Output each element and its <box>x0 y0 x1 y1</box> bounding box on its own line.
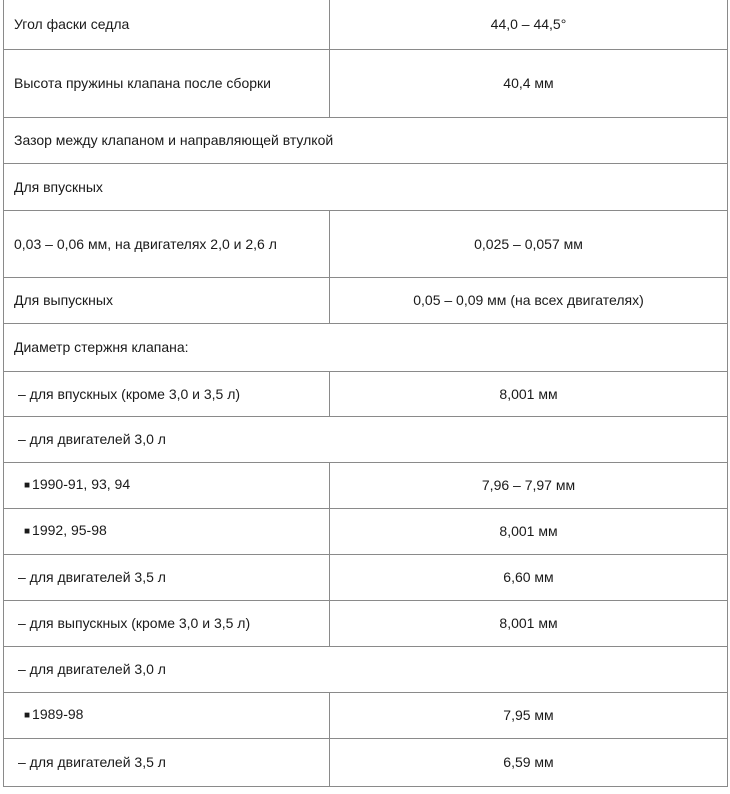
exhaust-stem-value: 8,001 мм <box>330 601 728 647</box>
spring-height-value: 40,4 мм <box>330 50 728 118</box>
table-row <box>4 0 728 50</box>
exhaust-clearance-value: 0,05 – 0,09 мм (на всех двигателях) <box>330 278 728 324</box>
bullet-icon: ■ <box>24 526 31 537</box>
table-row <box>4 164 728 211</box>
intake-3-5-label: – для двигателей 3,5 л <box>18 569 166 585</box>
table-row <box>4 417 728 463</box>
intake-3-0-years-a-label: 1990-91, 93, 94 <box>32 476 131 492</box>
table-row <box>4 555 728 601</box>
table-row <box>4 647 728 693</box>
spring-height-label: Высота пружины клапана после сборки <box>4 50 330 118</box>
exhaust-3-5-label: – для двигателей 3,5 л <box>18 754 166 770</box>
intake-3-5-value: 6,60 мм <box>330 555 728 601</box>
table-row <box>4 278 728 324</box>
table-row <box>4 118 728 164</box>
stem-diameter-header: Диаметр стержня клапана: <box>4 324 728 372</box>
bullet-icon: ■ <box>24 710 31 721</box>
intake-3-0-years-b-label: 1992, 95-98 <box>32 522 107 538</box>
table-row <box>4 372 728 417</box>
intake-3-0-years-b-value: 8,001 мм <box>330 509 728 555</box>
seat-chamfer-angle-label: Угол фаски седла <box>4 0 330 50</box>
valve-spec-table <box>3 0 728 787</box>
table-row <box>4 211 728 278</box>
bullet-icon: ■ <box>24 480 31 491</box>
table-row <box>4 601 728 647</box>
seat-chamfer-angle-value: 44,0 – 44,5° <box>330 0 728 50</box>
intake-stem-value: 8,001 мм <box>330 372 728 417</box>
intake-header: Для впускных <box>4 164 728 211</box>
exhaust-3-0-years-label: 1989-98 <box>32 706 84 722</box>
table-row <box>4 509 728 555</box>
intake-stem-label: – для впускных (кроме 3,0 и 3,5 л) <box>18 385 241 402</box>
exhaust-3-0-years-value: 7,95 мм <box>330 693 728 739</box>
intake-3-0-header: – для двигателей 3,0 л <box>18 431 166 447</box>
intake-clearance-value: 0,025 – 0,057 мм <box>330 211 728 278</box>
table-row <box>4 50 728 118</box>
exhaust-stem-label: – для выпускных (кроме 3,0 и 3,5 л) <box>18 615 251 631</box>
exhaust-clearance-label: Для выпускных <box>4 278 330 324</box>
table-row <box>4 693 728 739</box>
intake-3-0-years-a-value: 7,96 – 7,97 мм <box>330 463 728 509</box>
exhaust-3-0-header: – для двигателей 3,0 л <box>18 661 166 677</box>
table-row <box>4 463 728 509</box>
table-row <box>4 739 728 787</box>
guide-clearance-header: Зазор между клапаном и направляющей втулкой <box>4 118 728 164</box>
table-row <box>4 324 728 372</box>
intake-clearance-label: 0,03 – 0,06 мм, на двигателях 2,0 и 2,6 л <box>4 211 330 278</box>
exhaust-3-5-value: 6,59 мм <box>330 739 728 787</box>
